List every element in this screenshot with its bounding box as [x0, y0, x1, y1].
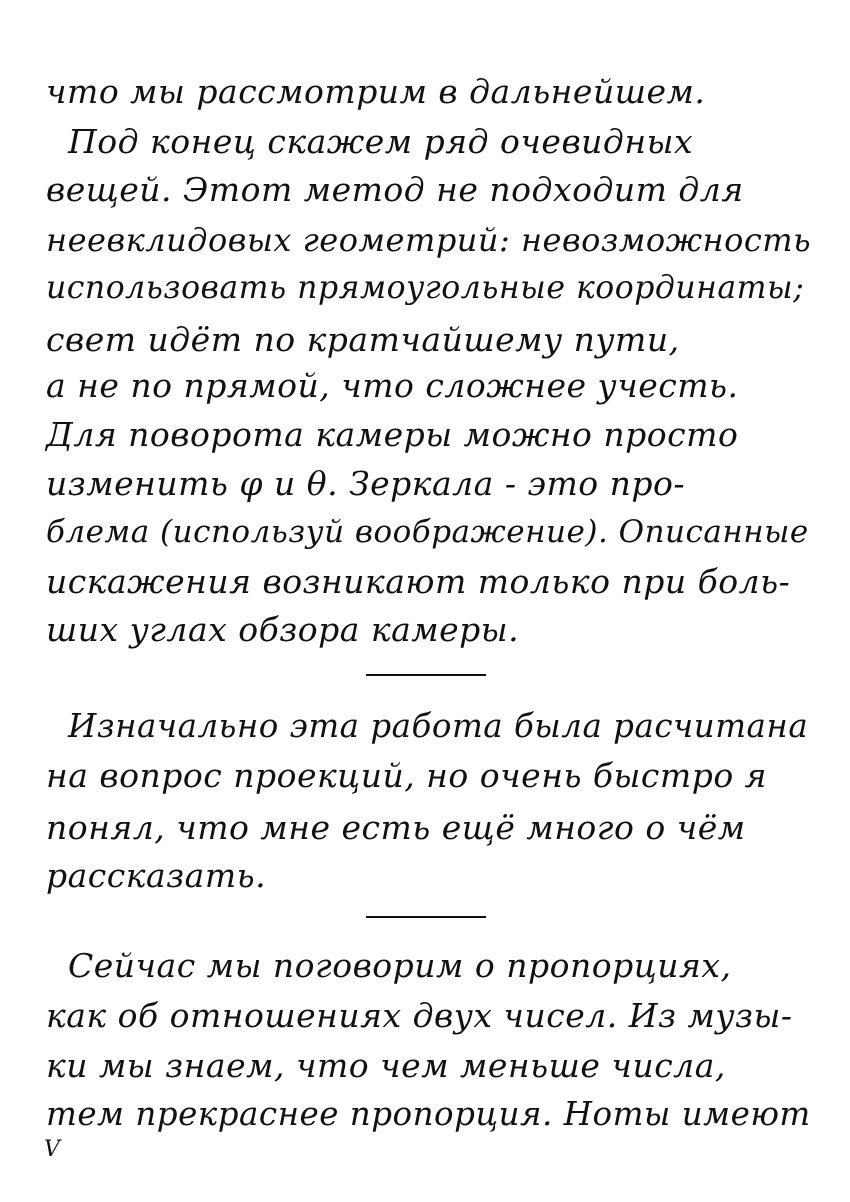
page-continuation-mark: V: [44, 1137, 60, 1162]
text-line: на вопрос проекций, но очень быстро я: [46, 756, 768, 795]
text-line: изменить φ и θ. Зеркала - это про-: [46, 464, 686, 503]
text-line: Для поворота камеры можно просто: [46, 415, 739, 454]
text-line: использовать прямоугольные координаты;: [46, 270, 805, 306]
text-line: свет идёт по кратчайшему пути,: [46, 320, 680, 359]
text-line: вещей. Этот метод не подходит для: [46, 170, 744, 209]
text-line: что мы рассмотрим в дальнейшем.: [46, 72, 706, 111]
section-divider: [366, 674, 486, 676]
text-line: ших углах обзора камеры.: [46, 610, 520, 649]
text-line: рассказать.: [46, 856, 267, 895]
text-line: искажения возникают только при боль-: [46, 562, 791, 601]
text-line: неевклидовых геометрий: невозможность: [46, 221, 812, 259]
text-line: понял, что мне есть ещё много о чём: [46, 808, 746, 847]
text-line: Сейчас мы поговорим о пропорциях,: [68, 946, 732, 985]
text-line: как об отношениях двух чисел. Из музы-: [46, 996, 793, 1035]
text-line: а не по прямой, что сложнее учесть.: [46, 366, 739, 405]
text-line: ки мы знаем, что чем меньше числа,: [46, 1046, 726, 1085]
text-line: блема (используй воображение). Описанные: [46, 514, 809, 550]
text-line: Под конец скажем ряд очевидных: [68, 122, 694, 161]
section-divider: [366, 916, 486, 918]
text-line: тем прекраснее пропорция. Ноты имеют: [46, 1095, 811, 1133]
text-line: Изначально эта работа была расчитана: [68, 707, 809, 745]
